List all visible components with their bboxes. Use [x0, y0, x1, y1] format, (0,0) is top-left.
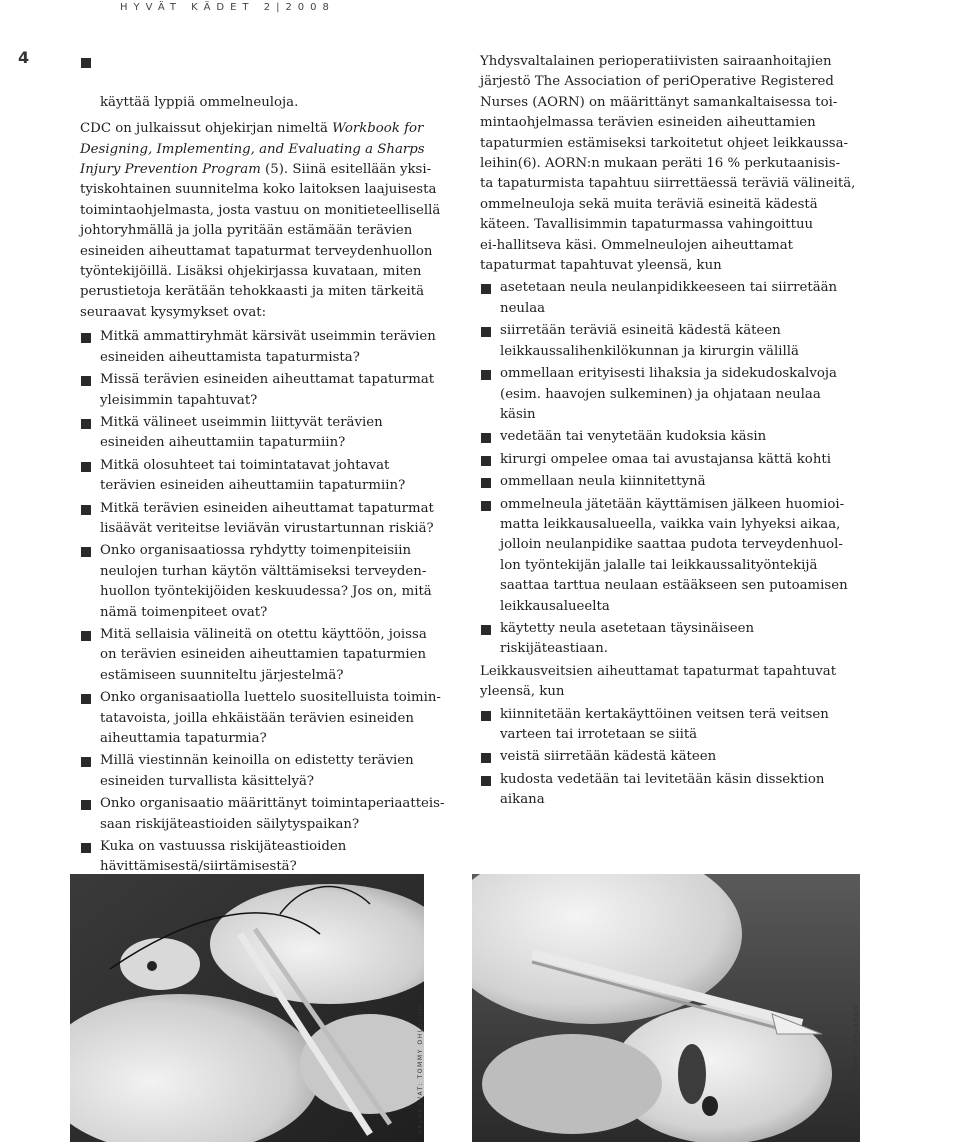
question-item-text: Millä viestinnän keinoilla on edistetty terävien esineiden turvallista käsittelyä?: [100, 753, 414, 789]
needle-injury-item: [480, 278, 860, 319]
scalpel-injury-item: [480, 747, 860, 767]
scalpel-injury-item: [480, 705, 860, 746]
question-item-text: Mitkä olosuhteet tai toimintatavat johtavat terävien esineiden aiheuttamiin tapaturmiin?: [100, 457, 406, 494]
question-item-text: Mitä sellaisia välineitä on otettu käyttöön, joissa on terävien esineiden aiheuttamien tapaturmien estämiseen suunniteltu järjestelmä?: [100, 626, 427, 683]
needle-injury-item: [480, 427, 860, 447]
question-item: [80, 327, 450, 368]
scalpel-injury-item-text: kudosta vedetään tai levitetään käsin dissektion aikana: [500, 771, 825, 808]
needle-injury-item: [480, 321, 860, 362]
workbook-title: Workbook for Designing, Implementing, and Evaluating a Sharps Injury Prevention Program: [80, 121, 425, 178]
square-bullet-icon: [81, 376, 91, 386]
aorn-paragraph: Yhdysvaltalainen perioperatiivisten sairaanhoitajien järjestö The Association of periOperative Registered Nurses (AORN) on määrittänyt samankaltaisessa toi- mintaohjelmassa terävien esineiden aiheuttamien tapaturmien estämiseksi tarkoitetut ohjeet leikkaussa- leihin(6). AORN:n mukaan peräti 16 % perkutaanisis- ta tapaturmista tapahtuu siirrettäessä teräviä välineitä, ommelneuloja sekä muita teräviä esineitä kädestä käteen. Tavallisimmin tapaturmassa vahingoittuu ei-hallitseva käsi. Ommelneulojen aiheuttamat tapaturmat tapahtuvat yleensä, kun: [480, 54, 856, 274]
right-column: [480, 52, 860, 811]
square-bullet-icon: [81, 757, 91, 767]
scalpel-injury-item-text: kiinnitetään kertakäyttöinen veitsen terä veitsen varteen tai irrotetaan se siitä: [500, 706, 829, 742]
square-bullet-icon: [481, 433, 491, 443]
needle-injury-item-text: ommellaan neula kiinnitettynä: [500, 474, 706, 490]
needle-injury-item-text: kirurgi ompelee omaa tai avustajansa kättä kohti: [500, 451, 831, 467]
question-item: [80, 794, 450, 835]
square-bullet-icon: [481, 501, 491, 511]
question-item-text: Mitkä ammattiryhmät kärsivät useimmin terävien esineiden aiheuttamista tapaturmista?: [100, 329, 436, 365]
question-item-text: Onko organisaatiolla luettelo suositelluista toimin- tatavoista, joilla ehkäistään terävien esineiden aiheuttamia tapaturmia?: [100, 690, 441, 746]
square-bullet-icon: [481, 776, 491, 786]
photo-needle-holder: [70, 874, 424, 1142]
question-item: [80, 370, 450, 411]
square-bullet-icon: [81, 631, 91, 641]
question-item: [80, 541, 450, 623]
needle-injury-item-text: ommellaan erityisesti lihaksia ja sidekudoskalvoja (esim. haavojen sulkeminen) ja ohjataan neulaa käsin: [500, 366, 837, 422]
square-bullet-icon: [481, 327, 491, 337]
cdc-paragraph-pre: CDC on julkaissut ohjekirjan nimeltä: [80, 121, 333, 137]
needle-injury-item-text: vedetään tai venytetään kudoksia käsin: [500, 429, 767, 445]
square-bullet-icon: [81, 694, 91, 704]
needle-injury-item: [480, 450, 860, 470]
question-item: [80, 688, 450, 749]
square-bullet-icon: [81, 462, 91, 472]
needle-injury-item-text: käytetty neula asetetaan täysinäiseen riskijäteastiaan.: [500, 620, 755, 657]
page-number: 4: [18, 48, 30, 67]
square-bullet-icon: [81, 333, 91, 343]
scalpel-injury-item-text: veistä siirretään kädestä käteen: [500, 749, 717, 765]
needle-injury-item: [480, 495, 860, 617]
question-item: [80, 413, 450, 454]
question-item-text: Kuka on vastuussa riskijäteastioiden hävittämisestä/siirtämisestä?: [100, 839, 347, 875]
needle-injury-item-text: siirretään teräviä esineitä kädestä käteen leikkaussalihenkilökunnan ja kirurgin välillä: [500, 323, 799, 359]
question-item-text: Onko organisaatio määrittänyt toimintaperiaatteis- saan riskijäteastioiden säilytyspaikan?: [100, 796, 445, 832]
running-header: HYVÄT KÄDET 2|2008: [120, 2, 335, 13]
needle-injury-item: [480, 364, 860, 425]
question-item: [80, 751, 450, 792]
question-item: [80, 456, 450, 497]
square-bullet-icon: [81, 419, 91, 429]
square-bullet-icon: [81, 800, 91, 810]
question-item-text: Missä terävien esineiden aiheuttamat tapaturmat yleisimmin tapahtuvat?: [100, 372, 435, 408]
square-bullet-icon: [481, 625, 491, 635]
question-item-text: Mitkä välineet useimmin liittyvät terävien esineiden aiheuttamiin tapaturmiin?: [100, 414, 383, 451]
photo-scalpel: [472, 874, 860, 1142]
cdc-paragraph: [80, 119, 450, 323]
square-bullet-icon: [481, 456, 491, 466]
question-item: [80, 499, 450, 540]
photo-credit-right: VALOKUVAT: TOMMY OHLSSON: [853, 1003, 860, 1134]
question-item-text: Onko organisaatiossa ryhdytty toimenpiteisiin neulojen turhan käytön välttämiseksi terveyden- huollon työntekijöiden keskuudessa? Jos on, mitä nämä toimenpiteet ovat?: [100, 543, 432, 620]
needle-injury-item: [480, 619, 860, 660]
scalpel-injury-item: [480, 770, 860, 811]
square-bullet-icon: [481, 711, 491, 721]
square-bullet-icon: [481, 753, 491, 763]
needle-holder-photo-image: [70, 874, 424, 1142]
intro-bullet-item: [80, 52, 450, 113]
square-bullet-icon: [81, 505, 91, 515]
square-bullet-icon: [81, 843, 91, 853]
question-item-text: Mitkä terävien esineiden aiheuttamat tapaturmat lisäävät veriteitse leviävän virustartunnan riskiä?: [100, 500, 434, 536]
cdc-paragraph-post: (5). Siinä esitellään yksi- tyiskohtainen suunnitelma koko laitoksen laajuisesta toimintaohjelmasta, josta vastuu on monitieteellisellä johtoryhmällä ja jolla pyritään estämään terävien esineiden aiheuttamat tapaturmat terveydenhuollon työntekijöillä. Lisäksi ohjekirjassa kuvataan, miten perustietoja kerätään tehokkaasti ja miten tärkeitä seuraavat kysymykset ovat:: [80, 162, 441, 320]
square-bullet-icon: [81, 58, 91, 68]
photo-credit-left: VALOKUVAT: TOMMY OHLSSON: [417, 1003, 424, 1134]
square-bullet-icon: [481, 284, 491, 294]
left-column: [80, 52, 450, 878]
question-list: [80, 327, 450, 878]
needle-injury-item-text: ommelneula jätetään käyttämisen jälkeen huomioi- matta leikkausalueella, vaikka vain lyhyeksi aikaa, jolloin neulanpidike saattaa pudota terveydenhuol- lon työntekijän jalalle tai leikkaussalityöntekijä saattaa tarttua neulaan estääkseen sen putoamisen leikkausalueelta: [500, 496, 848, 614]
question-item: [80, 837, 450, 878]
intro-bullet-text: käyttää lyppiä ommelneuloja.: [100, 94, 299, 110]
scalpel-photo-image: [472, 874, 860, 1142]
square-bullet-icon: [81, 547, 91, 557]
question-item: [80, 625, 450, 686]
square-bullet-icon: [481, 370, 491, 380]
needle-injury-list: [480, 278, 860, 659]
needle-injury-item-text: asetetaan neula neulanpidikkeeseen tai siirretään neulaa: [500, 280, 838, 316]
scalpel-injury-list: [480, 705, 860, 811]
scalpel-paragraph: Leikkausveitsien aiheuttamat tapaturmat tapahtuvat yleensä, kun: [480, 663, 837, 700]
needle-injury-item: [480, 472, 860, 492]
square-bullet-icon: [481, 478, 491, 488]
